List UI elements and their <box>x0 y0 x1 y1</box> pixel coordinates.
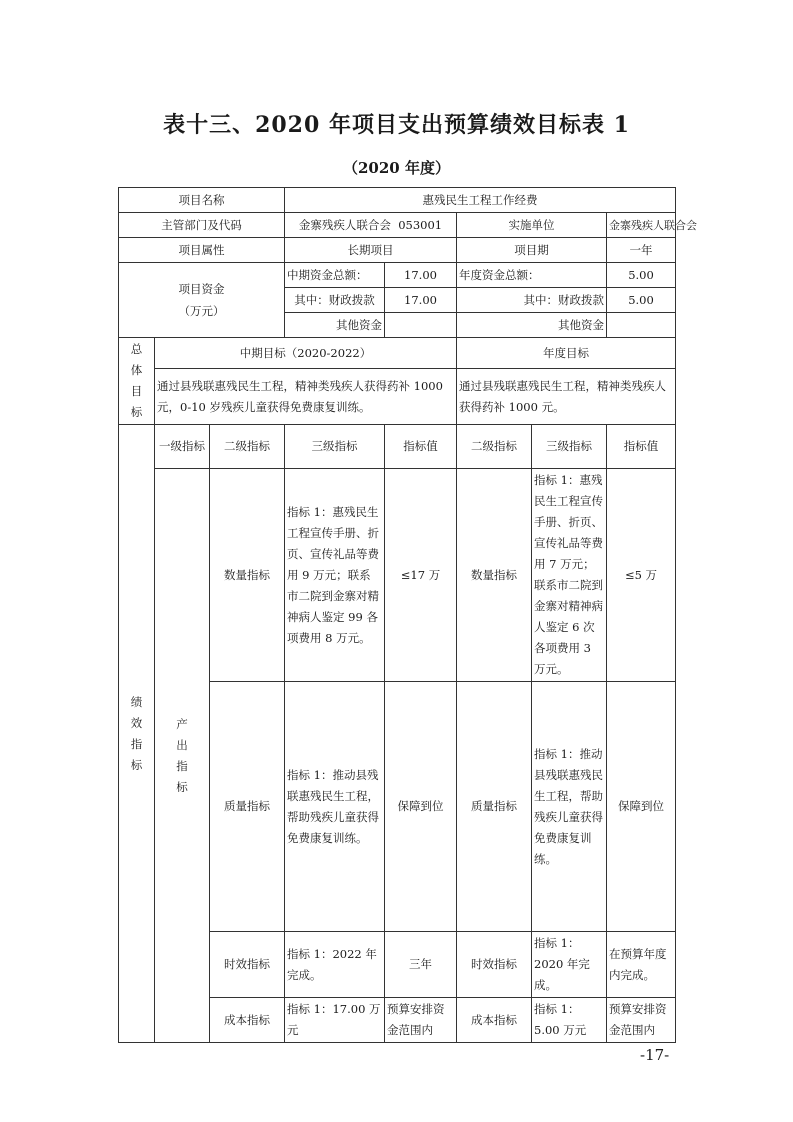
header-level2-year: 二级指标 <box>457 425 532 469</box>
header-level3-year: 三级指标 <box>532 425 607 469</box>
year-goal-header: 年度目标 <box>457 338 676 369</box>
year-other-label: 其他资金 <box>457 313 607 338</box>
quality-year-desc: 指标 1：推动县残联惠残民生工程，帮助残疾儿童获得免费康复训练。 <box>532 682 607 932</box>
project-name-label: 项目名称 <box>119 188 285 213</box>
row-funds-total <box>119 263 676 288</box>
mid-total-value: 17.00 <box>385 263 457 288</box>
cost-year-desc: 指标 1：5.00 万元 <box>532 998 607 1043</box>
output-char: 标 <box>176 779 188 794</box>
header-value-year: 指标值 <box>607 425 676 469</box>
quality-mid-value: 保障到位 <box>385 682 457 932</box>
project-name-value: 惠残民生工程工作经费 <box>285 188 676 213</box>
row-attr <box>119 238 676 263</box>
quantity-mid-value: ≤17 万 <box>385 469 457 682</box>
page-title: 表十三、2020 年项目支出预算绩效目标表 1 <box>163 112 630 138</box>
performance-indicator-side-label <box>119 425 155 1043</box>
mid-other-value <box>385 313 457 338</box>
attr-value: 长期项目 <box>285 238 457 263</box>
quantity-label: 数量指标 <box>210 469 285 682</box>
attr-label: 项目属性 <box>119 238 285 263</box>
page-number: -17- <box>640 1046 670 1064</box>
row-goals-text <box>119 369 676 425</box>
quantity-year-desc: 指标 1：惠残民生工程宣传手册、折页、宣传礼品等费用 7 万元；联系市二院到金寨对精神病人鉴定 6 次各项费用 3 万元。 <box>532 469 607 682</box>
output-char: 出 <box>176 737 188 752</box>
overall-goal-char: 总 <box>130 342 143 356</box>
dept-label: 主管部门及代码 <box>119 213 285 238</box>
overall-goal-side-label <box>119 338 155 425</box>
mid-other-label: 其他资金 <box>285 313 385 338</box>
performance-char: 指 <box>130 736 143 751</box>
quality-mid-desc: 指标 1：推动县残联惠残民生工程，帮助残疾儿童获得免费康复训练。 <box>285 682 385 932</box>
timeliness-year-desc: 指标 1：2020 年完成。 <box>532 932 607 998</box>
performance-char: 效 <box>130 715 143 730</box>
dept-code: 053001 <box>398 217 443 232</box>
quantity-year-value: ≤5 万 <box>607 469 676 682</box>
overall-goal-char: 标 <box>130 405 143 419</box>
row-quantity <box>119 469 676 682</box>
year-goal-text: 通过县残联惠残民生工程，精神类残疾人获得药补 1000 元。 <box>457 369 676 425</box>
row-project-name <box>119 188 676 213</box>
cost-mid-value: 预算安排资金范围内 <box>385 998 457 1043</box>
row-indicator-header <box>119 425 676 469</box>
performance-char: 标 <box>130 757 143 772</box>
funds-label <box>119 263 285 338</box>
cost-mid-desc: 指标 1：17.00 万元 <box>285 998 385 1043</box>
period-label: 项目期 <box>457 238 607 263</box>
mid-goal-text: 通过县残联惠残民生工程，精神类残疾人获得药补 1000 元，0-10 岁残疾儿童获得免费康复训练。 <box>155 369 457 425</box>
year-total-label: 年度资金总额： <box>457 263 607 288</box>
dept-name: 金寨残疾人联合会 <box>298 217 391 232</box>
header-level1: 一级指标 <box>155 425 210 469</box>
mid-fiscal-label: 其中：财政拨款 <box>285 288 385 313</box>
quality-year-value: 保障到位 <box>607 682 676 932</box>
timeliness-year-label: 时效指标 <box>457 932 532 998</box>
mid-fiscal-value: 17.00 <box>385 288 457 313</box>
mid-goal-header: 中期目标（2020-2022） <box>155 338 457 369</box>
output-char: 指 <box>176 758 188 773</box>
mid-total-label: 中期资金总额： <box>285 263 385 288</box>
year-other-value <box>607 313 676 338</box>
dept-value <box>285 213 457 238</box>
output-char: 产 <box>176 716 188 731</box>
quality-label: 质量指标 <box>210 682 285 932</box>
period-value: 一年 <box>607 238 676 263</box>
header-level2: 二级指标 <box>210 425 285 469</box>
header-level3: 三级指标 <box>285 425 385 469</box>
timeliness-mid-desc: 指标 1：2022 年完成。 <box>285 932 385 998</box>
performance-target-table <box>118 187 697 1043</box>
cost-year-label: 成本指标 <box>457 998 532 1043</box>
year-total-value: 5.00 <box>607 263 676 288</box>
impl-unit-value: 金寨残疾人联合会 <box>607 213 676 238</box>
quantity-year-label: 数量指标 <box>457 469 532 682</box>
timeliness-mid-value: 三年 <box>385 932 457 998</box>
cost-year-value: 预算安排资金范围内 <box>607 998 676 1043</box>
output-indicator-label <box>155 469 210 1043</box>
cost-label: 成本指标 <box>210 998 285 1043</box>
timeliness-year-value: 在预算年度内完成。 <box>607 932 676 998</box>
funds-unit-text: （万元） <box>178 304 225 318</box>
funds-label-text: 项目资金 <box>178 282 225 296</box>
year-fiscal-value: 5.00 <box>607 288 676 313</box>
row-goals-header <box>119 338 676 369</box>
quality-year-label: 质量指标 <box>457 682 532 932</box>
page-subtitle: （2020 年度） <box>343 159 450 177</box>
timeliness-label: 时效指标 <box>210 932 285 998</box>
year-fiscal-label: 其中：财政拨款 <box>457 288 607 313</box>
header-value: 指标值 <box>385 425 457 469</box>
quantity-mid-desc: 指标 1：惠残民生工程宣传手册、折页、宣传礼品等费用 9 万元；联系市二院到金寨对精神病人鉴定 99 各项费用 8 万元。 <box>285 469 385 682</box>
overall-goal-char: 体 <box>130 363 143 377</box>
row-dept <box>119 213 676 238</box>
overall-goal-char: 目 <box>130 384 143 398</box>
performance-char: 绩 <box>130 694 143 709</box>
impl-unit-label: 实施单位 <box>457 213 607 238</box>
